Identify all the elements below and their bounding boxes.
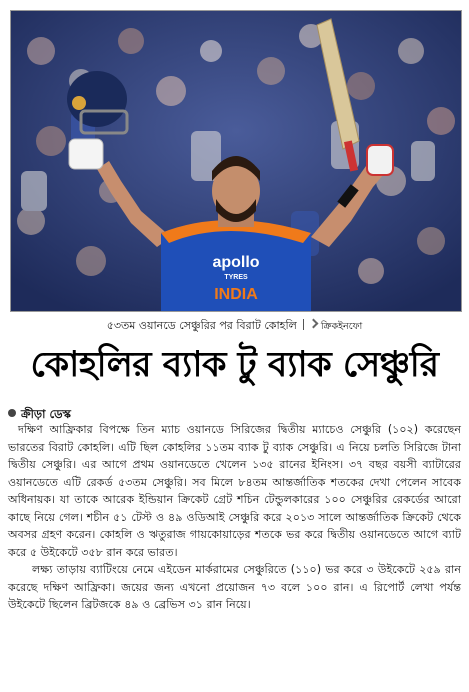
caption-text: ৫৩তম ওয়ানডে সেঞ্চুরির পর বিরাট কোহলি — [106, 319, 297, 332]
byline-text: ক্রীড়া ডেস্ক — [21, 407, 71, 421]
jersey-sponsor-2: TYRES — [224, 274, 248, 281]
batting-glove-left — [69, 139, 103, 169]
crowd-background — [11, 11, 461, 311]
paragraph-2: লক্ষ্য তাড়ায় ব্যাটিংয়ে নেমে এইডেন মার্করামের সেঞ্চুরিতে (১১০) ভর করে ৩ উইকেটে ২৫৯ রান করেছে দক্ষিণ আফ্রিকা। জয়ের জন্য এখনো প্রয়োজন ৭৩ বলে ১০০ রান। এ রিপোর্ট লেখা পর্যন্ত উইকেটে ছিলেন ব্রিটজকে ৪৯ ও ব্রেভিস ৩১ রান নিয়ে। — [8, 563, 461, 611]
jersey-sponsor-1: apollo — [212, 254, 260, 271]
batting-glove-right — [367, 145, 393, 175]
article-headline: কোহলির ব্যাক টু ব্যাক সেঞ্চুরি — [30, 344, 439, 385]
photo-credit: ক্রিকইনফো — [310, 321, 362, 332]
caption-divider — [303, 319, 304, 330]
bullet-icon — [8, 409, 16, 417]
article-body — [8, 421, 461, 614]
article-photo — [10, 10, 462, 312]
photo-caption — [0, 317, 469, 335]
byline — [8, 406, 71, 422]
player-jersey — [161, 220, 311, 311]
player-head — [212, 156, 260, 227]
paragraph-1: দক্ষিণ আফ্রিকার বিপক্ষে তিন ম্যাচ ওয়ানডে সিরিজের দ্বিতীয় ম্যাচেও সেঞ্চুরি (১০২) করেছেন ভারতের বিরাট কোহলি। এটি ছিল কোহলির ১১তম ব্যাক টু ব্যাক সেঞ্চুরি। এ নিয়ে চলতি সিরিজে টানা দ্বিতীয় সেঞ্চুরি। এর আগে প্রথম ওয়ানডেতে খেলেন ১৩৫ রানের ইনিংস। ৩৭ বছর বয়সী ব্যাটারের ওয়ানডেতে এটি রেকর্ড ৫৩তম সেঞ্চুরি। সব মিলে ৮৪তম আন্তর্জাতিক শতকের দেখা পেলেন সাবেক অধিনায়ক। যা তাকে আরেক ইন্ডিয়ান ক্রিকেট গ্রেট শচিন টেন্ডুলকারের ১০০ সেঞ্চুরির রেকর্ডের আরো কাছে নিয়ে গেল। শচীন ৫১ টেস্ট ও ৪৯ ওডিআই সেঞ্চুরি করে ২০১৩ সালে আন্তর্জাতিক ক্রিকেট থেকে অবসর গ্রহণ করেন। কোহলি ও ঋতুরাজ গায়কোয়াড়ের শতকে ভর করে দ্বিতীয় ওয়ানডেতে আগে ব্যাট করে ৫ উইকেটে ৩৫৮ রান করে ভারত। — [8, 423, 461, 559]
jersey-country-text: INDIA — [214, 286, 258, 303]
